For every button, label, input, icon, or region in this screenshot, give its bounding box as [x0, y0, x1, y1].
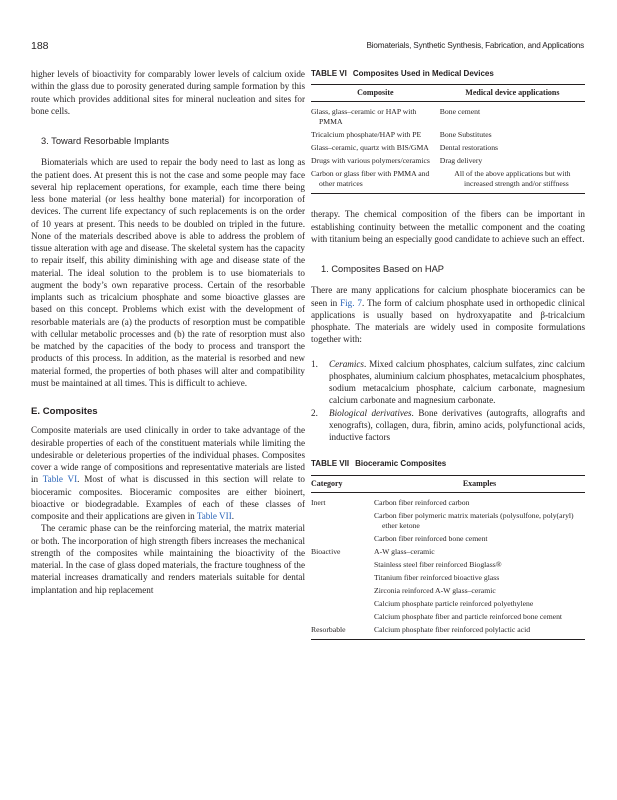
- table7-caption: [311, 458, 585, 470]
- table7-grid: [311, 475, 585, 640]
- fig7-link[interactable]: Fig. 7: [340, 297, 362, 308]
- list-number: 1.: [311, 358, 318, 369]
- table6-title: Composites Used in Medical Devices: [352, 69, 494, 78]
- table7-cell-category: [311, 572, 374, 585]
- paragraph-ceramic-phase: The ceramic phase can be the reinforcing material, the matrix material or both. The incorporation of high strength fibers increases the mechanical strength of the composites while maintaining the bioactivity of the material. In the case of glass doped materials, the fracture toughness of the material increases dramatically and renders materials suitable for dental implantation and hip replacement: [31, 523, 305, 595]
- running-title: Biomaterials, Synthetic Synthesis, Fabrication, and Applications: [366, 41, 584, 50]
- table7-cell-example: Zirconia reinforced A-W glass–ceramic: [374, 585, 496, 595]
- text-run: .: [231, 511, 235, 521]
- table7-cell-example: Calcium phosphate fiber and particle reinforced bone cement: [374, 611, 563, 621]
- table7: [311, 458, 585, 639]
- list-item: [311, 358, 585, 407]
- table-row: [311, 155, 585, 168]
- table-row: [311, 102, 585, 130]
- text-run: . The form of calcium phosphate used in orthopedic clinical applications is usually based on hydroxyapatite and β-tricalcium phosphate. The materials are widely used in composite formulations together with:: [311, 297, 585, 345]
- table7-cell-example: Calcium phosphate fiber reinforced polylactic acid: [374, 624, 531, 634]
- left-column: [31, 68, 305, 596]
- table7-cell-category: Resorbable: [311, 624, 374, 640]
- table-row: [311, 168, 585, 194]
- section-heading-composites: E. Composites: [31, 406, 98, 417]
- paragraph-continued: higher levels of bioactivity for comparably lower levels of calcium oxide within the glass due to porosity generated during sample formation by this route which provides additional sites for mineral nucleation and sites for bone cells.: [31, 69, 305, 116]
- subsection-heading-resorbable: 3. Toward Resorbable Implants: [41, 136, 169, 146]
- table-row: [311, 546, 585, 559]
- table-row: [311, 624, 585, 640]
- table7-header-category: Category: [311, 475, 374, 492]
- table6-cell-application: Dental restorations: [439, 143, 499, 153]
- table6-cell-application: All of the above applications but with increased strength and/or stiffness: [454, 169, 571, 189]
- table-row: [311, 510, 585, 533]
- table6-link[interactable]: Table VI: [42, 474, 78, 485]
- table7-cell-category: [311, 510, 374, 533]
- list-text: . Mixed calcium phosphates, calcium sulfates, zinc calcium phosphates, aluminium calcium phosphates, metacalcium phosphates, sodium metacalcium phosphate, calcium carbonate, magnesium calcium carbonate and magnesium carbonate.: [329, 358, 585, 406]
- table-row: [311, 598, 585, 611]
- table6-cell-composite: Carbon or glass fiber with PMMA and other matrices: [311, 169, 430, 189]
- list-text: . Bone derivatives (autografts, allografts and xenografts), collagen, dura, fibrin, amino acids, polyfunctional acids, inductive factors: [329, 407, 585, 442]
- text-run: . Most of what is discussed in this section will relate to bioceramic composites. Bioceramic composites are either bioinert, bioactive or biodegradable. Examples of each of these classes of composite and their applications are given in: [31, 474, 305, 521]
- table6-header-applications: Medical device applications: [440, 85, 585, 102]
- table7-cell-example: Carbon fiber reinforced bone cement: [374, 533, 488, 543]
- composite-list: [311, 358, 585, 444]
- subsection-heading-hap: 1. Composites Based on HAP: [321, 264, 444, 274]
- table7-cell-example: Titanium fiber reinforced bioactive glass: [374, 572, 500, 582]
- page-header: [0, 40, 617, 60]
- table-row: [311, 533, 585, 546]
- paragraph-therapy: therapy. The chemical composition of the fibers can be important in establishing continuity between the metallic component and the coating with titanium being an especially good candidate to achieve such an effect.: [311, 209, 585, 244]
- text-run: There are many applications for calcium phosphate bioceramics can be seen in: [311, 285, 585, 308]
- table7-cell-category: [311, 559, 374, 572]
- table7-number: TABLE VII: [311, 459, 350, 469]
- paragraph-composites: [31, 424, 305, 522]
- table7-cell-category: Bioactive: [311, 546, 341, 556]
- table7-cell-example: A-W glass–ceramic: [374, 546, 435, 556]
- table6-cell-application: Bone Substitutes: [439, 130, 492, 140]
- table-row: [311, 611, 585, 624]
- right-column: [311, 68, 585, 640]
- table-row: [311, 559, 585, 572]
- table7-title: Bioceramic Composites: [355, 459, 447, 469]
- table6-cell-application: Drag delivery: [439, 156, 483, 166]
- list-number: 2.: [311, 407, 318, 418]
- table7-cell-category: [311, 611, 374, 624]
- table6-header-composite: Composite: [311, 85, 440, 102]
- table7-link[interactable]: Table VII: [196, 511, 232, 521]
- table-row: [311, 492, 585, 510]
- table7-cell-example: Carbon fiber reinforced carbon: [374, 497, 470, 507]
- list-term: Ceramics: [329, 358, 364, 369]
- table6-grid: [311, 84, 585, 194]
- table-row: [311, 142, 585, 155]
- page-number: 188: [31, 40, 49, 52]
- paragraph-resorbable: Biomaterials which are used to repair the body need to last as long as the patient does. At present this is not the case and some people may face several hip replacement operations, for example, each time there being less bone material (or less healthy bone material) for incorporation of devices. The current life expectancy of such replacements is on the order of 10 years at present. This needs to be doubled on tripled in the future. None of the materials described above is able to address the problem of tissue alteration with age and disease. The skeletal system has the capacity to repair itself, this ability diminishing with age and disease state of the material. The ideal solution to the problem is to use biomaterials to augment the body’s own reparative process. Certain of the resorbable implants such as tricalcium phosphate and some bioactive glasses are based on this concept. Problems which exist with the development of resorbable materials are (a) the products of resorption must be compatible with cellular metabolic processes and (b) the rate of resorption must also be matched by the capacities of the body to process and transport the products of this process. In addition, as the material is resorbed and new material formed, the properties of both phases will alter and compatibility must be maintained at all times. This is difficult to achieve.: [31, 157, 305, 388]
- table6-cell-composite: Glass–ceramic, quartz with BIS/GMA: [311, 143, 429, 153]
- list-term: Biological derivatives: [329, 407, 412, 418]
- table-row: [311, 572, 585, 585]
- list-item: [311, 407, 585, 444]
- table7-cell-category: Inert: [311, 497, 326, 507]
- table7-cell-example: Calcium phosphate particle reinforced polyethylene: [374, 598, 534, 608]
- table6-number: TABLE VI: [311, 69, 347, 78]
- table7-cell-example: Stainless steel fiber reinforced Bioglass®: [374, 559, 502, 569]
- table6-caption: [311, 68, 585, 80]
- table6-cell-composite: Glass, glass–ceramic or HAP with PMMA: [311, 107, 417, 127]
- text-run: Composite materials are used clinically in order to take advantage of the desirable properties of each of the constituent materials while limiting the undesirable or deleterious properties of the individual phases. Composites cover a wide range of compositions and representative materials are listed in: [31, 425, 305, 485]
- table6-cell-application: Bone cement: [439, 107, 481, 117]
- table7-header-examples: Examples: [374, 475, 585, 492]
- table-row: [311, 129, 585, 142]
- table6-cell-composite: Drugs with various polymers/ceramics: [311, 156, 430, 166]
- table7-cell-example: Carbon fiber polymeric matrix materials (polysulfone, poly(aryl) ether ketone: [374, 510, 574, 530]
- table7-cell-category: [311, 585, 374, 598]
- table7-cell-category: [311, 598, 374, 611]
- table6: [311, 68, 585, 194]
- table7-cell-category: [311, 533, 374, 546]
- paragraph-hap: [311, 284, 585, 345]
- table-row: [311, 585, 585, 598]
- table6-cell-composite: Tricalcium phosphate/HAP with PE: [311, 130, 422, 140]
